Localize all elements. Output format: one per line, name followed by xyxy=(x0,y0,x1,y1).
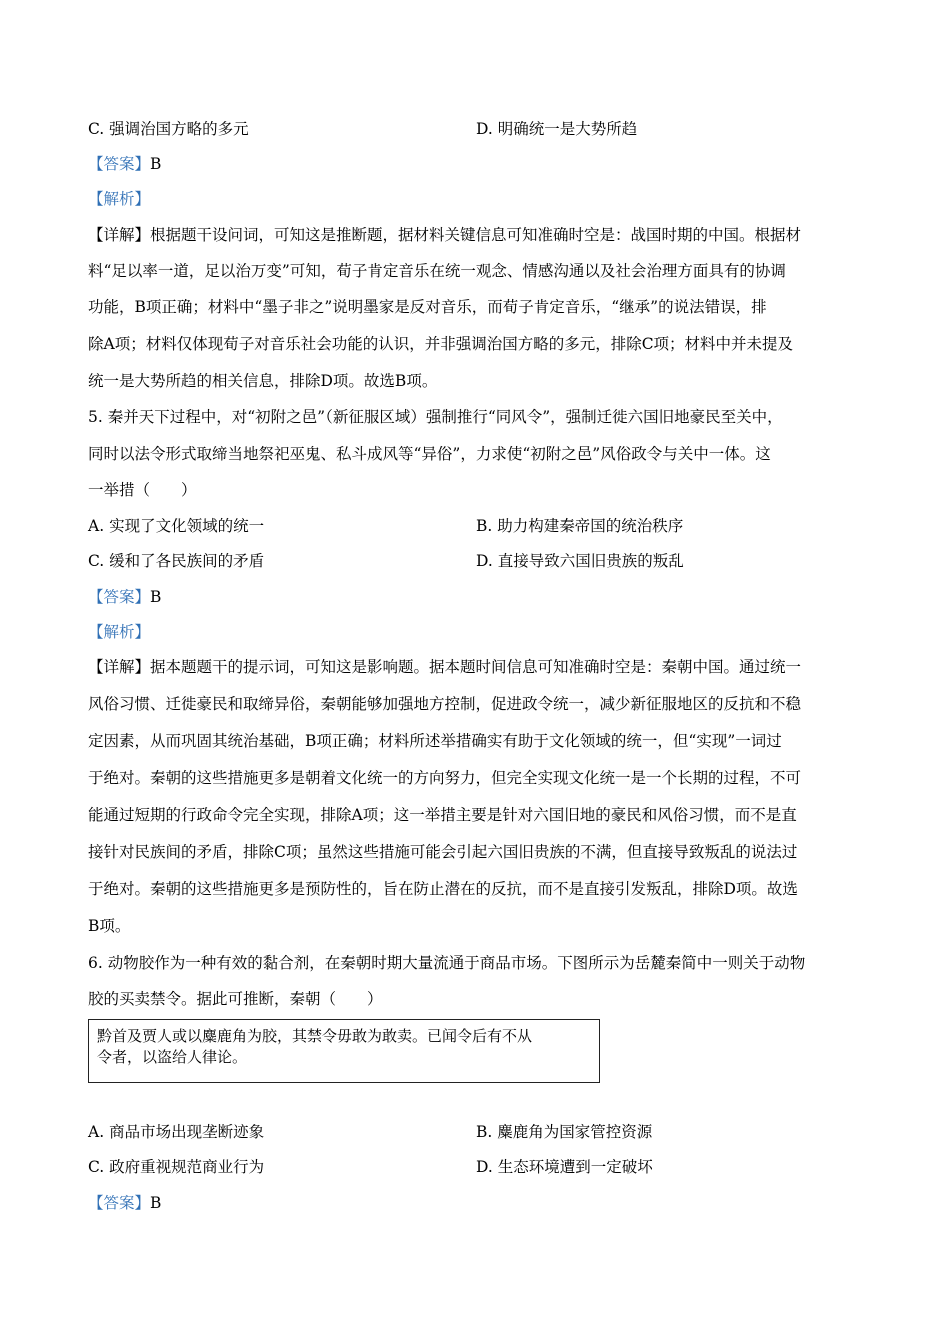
q4-option-c: C. 强调治国方略的多元 xyxy=(88,120,249,138)
q5-option-d: D. 直接导致六国旧贵族的叛乱 xyxy=(476,552,684,570)
q6-answer: 【答案】B xyxy=(88,1194,162,1212)
q4-analysis-tag: 【解析】 xyxy=(88,190,151,208)
q4-option-d: D. 明确统一是大势所趋 xyxy=(476,120,638,138)
q5-detail-line: 定因素，从而巩固其统治基础，B项正确；材料所述举措确实有助于文化领域的统一，但“实现”一词过 xyxy=(88,732,782,750)
q5-detail-line: 于绝对。秦朝的这些措施更多是朝着文化统一的方向努力，但完全实现文化统一是一个长期的过程，不可 xyxy=(88,769,802,787)
q6-option-b: B. 麋鹿角为国家管控资源 xyxy=(476,1123,653,1141)
q5-detail-line: 能通过短期的行政命令完全实现，排除A项；这一举措主要是针对六国旧地的豪民和风俗习惯，而不是直 xyxy=(88,806,797,824)
q5-detail-line: 接针对民族间的矛盾，排除C项；虽然这些措施可能会引起六国旧贵族的不满，但直接导致叛乱的说法过 xyxy=(88,843,798,861)
q6-material-line: 令者，以盗给人律论。 xyxy=(97,1048,248,1066)
q6-option-a: A. 商品市场出现垄断迹象 xyxy=(88,1123,265,1141)
q4-detail-line: 统一是大势所趋的相关信息，排除D项。故选B项。 xyxy=(88,372,438,390)
q6-stem-line: 胶的买卖禁令。据此可推断，秦朝（ ） xyxy=(88,990,383,1008)
q5-option-a: A. 实现了文化领域的统一 xyxy=(88,517,265,535)
q6-option-c: C. 政府重视规范商业行为 xyxy=(88,1158,265,1176)
q4-detail-line: 【详解】根据题干设问词，可知这是推断题，据材料关键信息可知准确时空是：战国时期的中国。根据材 xyxy=(88,226,802,244)
q5-stem-line: 同时以法令形式取缔当地祭祀巫鬼、私斗成风等“异俗”，力求使“初附之邑”风俗政令与关中一体。这 xyxy=(88,445,771,463)
q5-analysis-tag: 【解析】 xyxy=(88,623,151,641)
q6-material-box xyxy=(88,1019,600,1083)
q4-detail-line: 料“足以率一道，足以治万变”可知，荀子肯定音乐在统一观念、情感沟通以及社会治理方面具有的协调 xyxy=(88,262,786,280)
q5-answer: 【答案】B xyxy=(88,588,162,606)
q5-detail-line: 【详解】据本题题干的提示词，可知这是影响题。据本题时间信息可知准确时空是：秦朝中国。通过统一 xyxy=(88,658,802,676)
q4-detail-line: 除A项；材料仅体现荀子对音乐社会功能的认识，并非强调治国方略的多元，排除C项；材料中并未提及 xyxy=(88,335,794,353)
q6-stem-line: 6. 动物胶作为一种有效的黏合剂，在秦朝时期大量流通于商品市场。下图所示为岳麓秦简中一则关于动物 xyxy=(88,954,806,972)
q4-answer: 【答案】B xyxy=(88,155,162,173)
q5-option-b: B. 助力构建秦帝国的统治秩序 xyxy=(476,517,684,535)
q5-detail-line: 于绝对。秦朝的这些措施更多是预防性的，旨在防止潜在的反抗，而不是直接引发叛乱，排除D项。故选 xyxy=(88,880,798,898)
q4-detail-line: 功能，B项正确；材料中“墨子非之”说明墨家是反对音乐，而荀子肯定音乐，“继承”的说法错误，排 xyxy=(88,298,767,316)
q6-option-d: D. 生态环境遭到一定破坏 xyxy=(476,1158,653,1176)
q5-option-c: C. 缓和了各民族间的矛盾 xyxy=(88,552,265,570)
q5-detail-line: 风俗习惯、迁徙豪民和取缔异俗，秦朝能够加强地方控制，促进政令统一，减少新征服地区的反抗和不稳 xyxy=(88,695,802,713)
q5-detail-line: B项。 xyxy=(88,917,131,935)
q5-stem-line: 一举措（ ） xyxy=(88,481,197,499)
q6-material-line: 黔首及贾人或以麋鹿角为胶，其禁令毋敢为敢卖。已闻令后有不从 xyxy=(97,1027,533,1045)
q5-stem-line: 5. 秦并天下过程中，对“初附之邑”（新征服区域）强制推行“同风令”，强制迁徙六国旧地豪民至关中， xyxy=(88,408,783,426)
